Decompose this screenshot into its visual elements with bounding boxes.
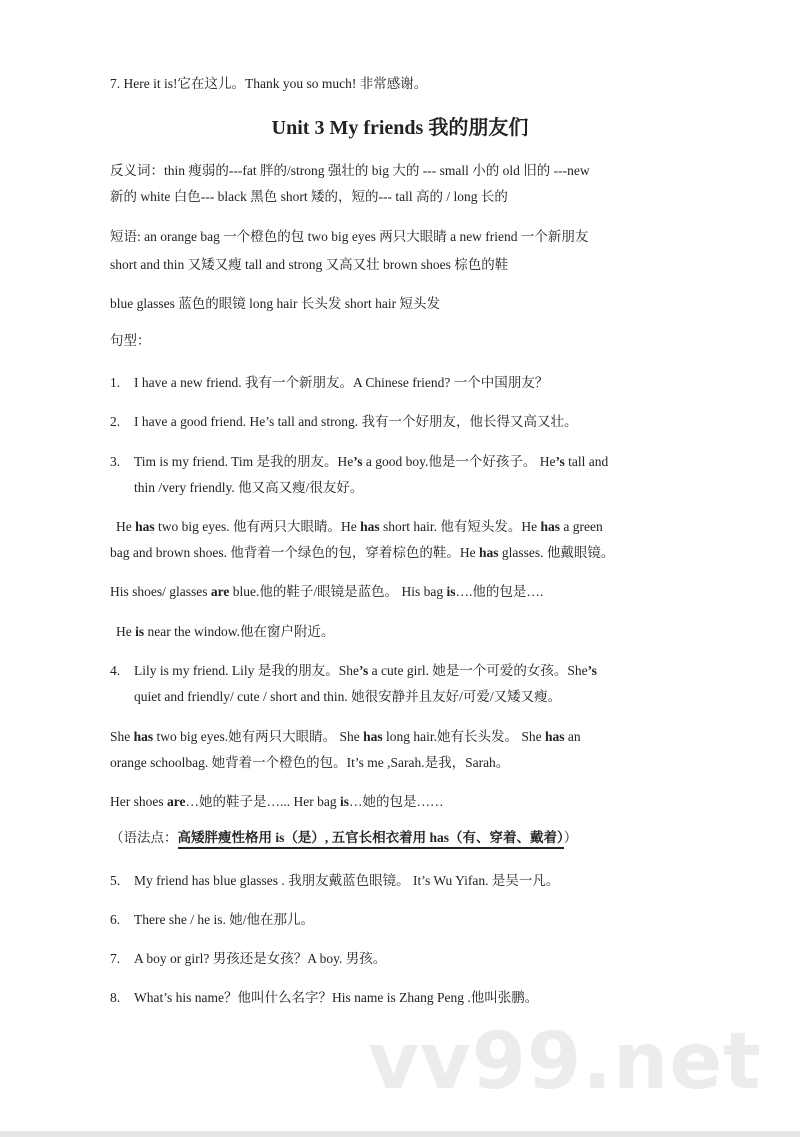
- text-segment: short hair. 他有短头发。He: [379, 519, 541, 534]
- text-segment: blue glasses 蓝色的眼镜 long hair 长头发 short hair 短头发: [110, 296, 440, 311]
- item-number: 4.: [110, 663, 121, 678]
- text-line: [110, 228, 588, 246]
- bold-keyword: has: [478, 545, 499, 560]
- text-line: [110, 793, 444, 811]
- bold-keyword: has: [135, 519, 155, 534]
- text-line: [110, 256, 508, 274]
- text-segment: quiet and friendly/ cute / short and thin. 她很安静并且友好/可爱/又矮又瘦。: [134, 689, 562, 704]
- text-segment: What’s his name？他叫什么名字？His name is Zhang Peng .他叫张鹏。: [134, 990, 539, 1005]
- page-title: Unit 3 My friends 我的朋友们: [271, 117, 529, 139]
- text-segment: two big eyes.她有两只大眼睛。 She: [153, 729, 364, 744]
- text-segment: thin /very friendly. 他又高又瘦/很友好。: [134, 480, 364, 495]
- item-number: 2.: [110, 414, 121, 429]
- text-segment: 句型：: [110, 333, 151, 348]
- text-segment: blue.他的鞋子/眼镜是蓝色。 His bag: [229, 584, 447, 599]
- text-segment: …她的包是……: [349, 794, 444, 809]
- bold-keyword: has: [540, 519, 561, 534]
- item-number: 7.: [110, 951, 121, 966]
- bold-keyword: ’s: [353, 454, 363, 469]
- bold-keyword: are: [167, 794, 186, 809]
- numbered-sentence: [110, 989, 539, 1007]
- text-line: [110, 544, 614, 562]
- text-segment: Her shoes: [110, 794, 167, 809]
- text-segment: bag and brown shoes. 他背着一个绿色的包，穿着棕色的鞋。He: [110, 545, 479, 560]
- text-segment: two big eyes. 他有两只大眼睛。He: [154, 519, 361, 534]
- text-segment: …她的鞋子是…... Her bag: [185, 794, 340, 809]
- text-segment: He: [116, 519, 136, 534]
- numbered-sentence: [110, 872, 560, 890]
- text-segment: a cute girl. 她是一个可爱的女孩。She: [368, 663, 588, 678]
- text-segment: A boy or girl? 男孩还是女孩？A boy. 男孩。: [134, 951, 387, 966]
- text-segment: I have a new friend. 我有一个新朋友。A Chinese friend? 一个中国朋友？: [134, 375, 549, 390]
- item-number: 5.: [110, 873, 121, 888]
- bold-keyword: are: [210, 584, 230, 599]
- text-segment: Lily is my friend. Lily 是我的朋友。She: [134, 663, 359, 678]
- text-line: [110, 75, 427, 93]
- text-segment: ….他的包是….: [455, 584, 544, 599]
- text-line: [110, 754, 509, 772]
- numbered-sentence: [110, 374, 549, 392]
- text-segment: glasses. 他戴眼镜。: [498, 545, 615, 560]
- text-segment: orange schoolbag. 她背着一个橙色的包。It’s me ,Sarah.是我，Sarah。: [110, 755, 510, 770]
- bold-keyword: ’s: [587, 663, 597, 678]
- bold-keyword: has: [545, 729, 565, 744]
- text-line: [134, 688, 561, 706]
- bold-keyword: has: [363, 729, 383, 744]
- text-segment: a green: [560, 519, 603, 534]
- text-segment: ）: [563, 830, 578, 845]
- bold-keyword: ’s: [359, 663, 369, 678]
- watermark: vv99.net: [368, 1017, 762, 1107]
- text-line: [110, 829, 577, 847]
- text-segment: near the window.他在窗户附近。: [144, 624, 335, 639]
- text-segment: tall and: [564, 454, 609, 469]
- item-number: 1.: [110, 375, 121, 390]
- numbered-sentence: [110, 911, 314, 929]
- text-segment: a good boy.他是一个好孩子。 He: [362, 454, 556, 469]
- page-bottom-border: [0, 1131, 800, 1137]
- numbered-sentence: [110, 413, 578, 431]
- item-number: 8.: [110, 990, 121, 1005]
- bold-keyword: has: [360, 519, 380, 534]
- text-line: [116, 518, 603, 536]
- text-segment: long hair.她有长头发。 She: [382, 729, 546, 744]
- text-line: [110, 295, 440, 313]
- text-segment: an: [564, 729, 581, 744]
- text-segment: 短语: an orange bag 一个橙色的包 two big eyes 两只大眼睛 a new friend 一个新朋友: [110, 229, 589, 244]
- text-segment: My friend has blue glasses . 我朋友戴蓝色眼镜。 It’s Wu Yifan. 是吴一凡。: [134, 873, 560, 888]
- text-line: [110, 162, 590, 180]
- text-segment: There she / he is. 她/他在那儿。: [134, 912, 314, 927]
- text-line: [110, 728, 581, 746]
- item-number: 3.: [110, 454, 121, 469]
- text-segment: His shoes/ glasses: [110, 584, 211, 599]
- bold-keyword: is: [135, 624, 145, 639]
- text-segment: She: [110, 729, 134, 744]
- item-number: 6.: [110, 912, 121, 927]
- numbered-sentence: [110, 453, 609, 471]
- text-segment: short and thin 又矮又瘦 tall and strong 又高又壮 brown shoes 棕色的鞋: [110, 257, 509, 272]
- text-segment: 7. Here it is!它在这儿。Thank you so much! 非常感谢。: [110, 76, 428, 91]
- text-line: [110, 188, 508, 206]
- text-segment: 反义词：thin 瘦弱的---fat 胖的/strong 强壮的 big 大的 --- small 小的 old 旧的 ---new: [110, 163, 590, 178]
- text-segment: 新的 white 白色--- black 黑色 short 矮的，短的--- tall 高的 / long 长的: [110, 189, 508, 204]
- text-segment: （语法点：: [110, 830, 178, 845]
- text-segment: He: [116, 624, 136, 639]
- text-line: [116, 623, 335, 641]
- text-line: [110, 332, 151, 350]
- text-line: [110, 583, 543, 601]
- bold-keyword: has: [133, 729, 154, 744]
- underlined-grammar-note: 高矮胖瘦性格用 is（是）, 五官长相衣着用 has（有、穿着、戴着）: [178, 830, 564, 849]
- bold-keyword: is: [446, 584, 456, 599]
- numbered-sentence: [110, 950, 387, 968]
- text-segment: Tim is my friend. Tim 是我的朋友。He: [134, 454, 354, 469]
- text-line: [134, 479, 363, 497]
- bold-keyword: ’s: [555, 454, 565, 469]
- numbered-sentence: [110, 662, 597, 680]
- text-segment: I have a good friend. He’s tall and strong. 我有一个好朋友，他长得又高又壮。: [134, 414, 578, 429]
- bold-keyword: is: [339, 794, 349, 809]
